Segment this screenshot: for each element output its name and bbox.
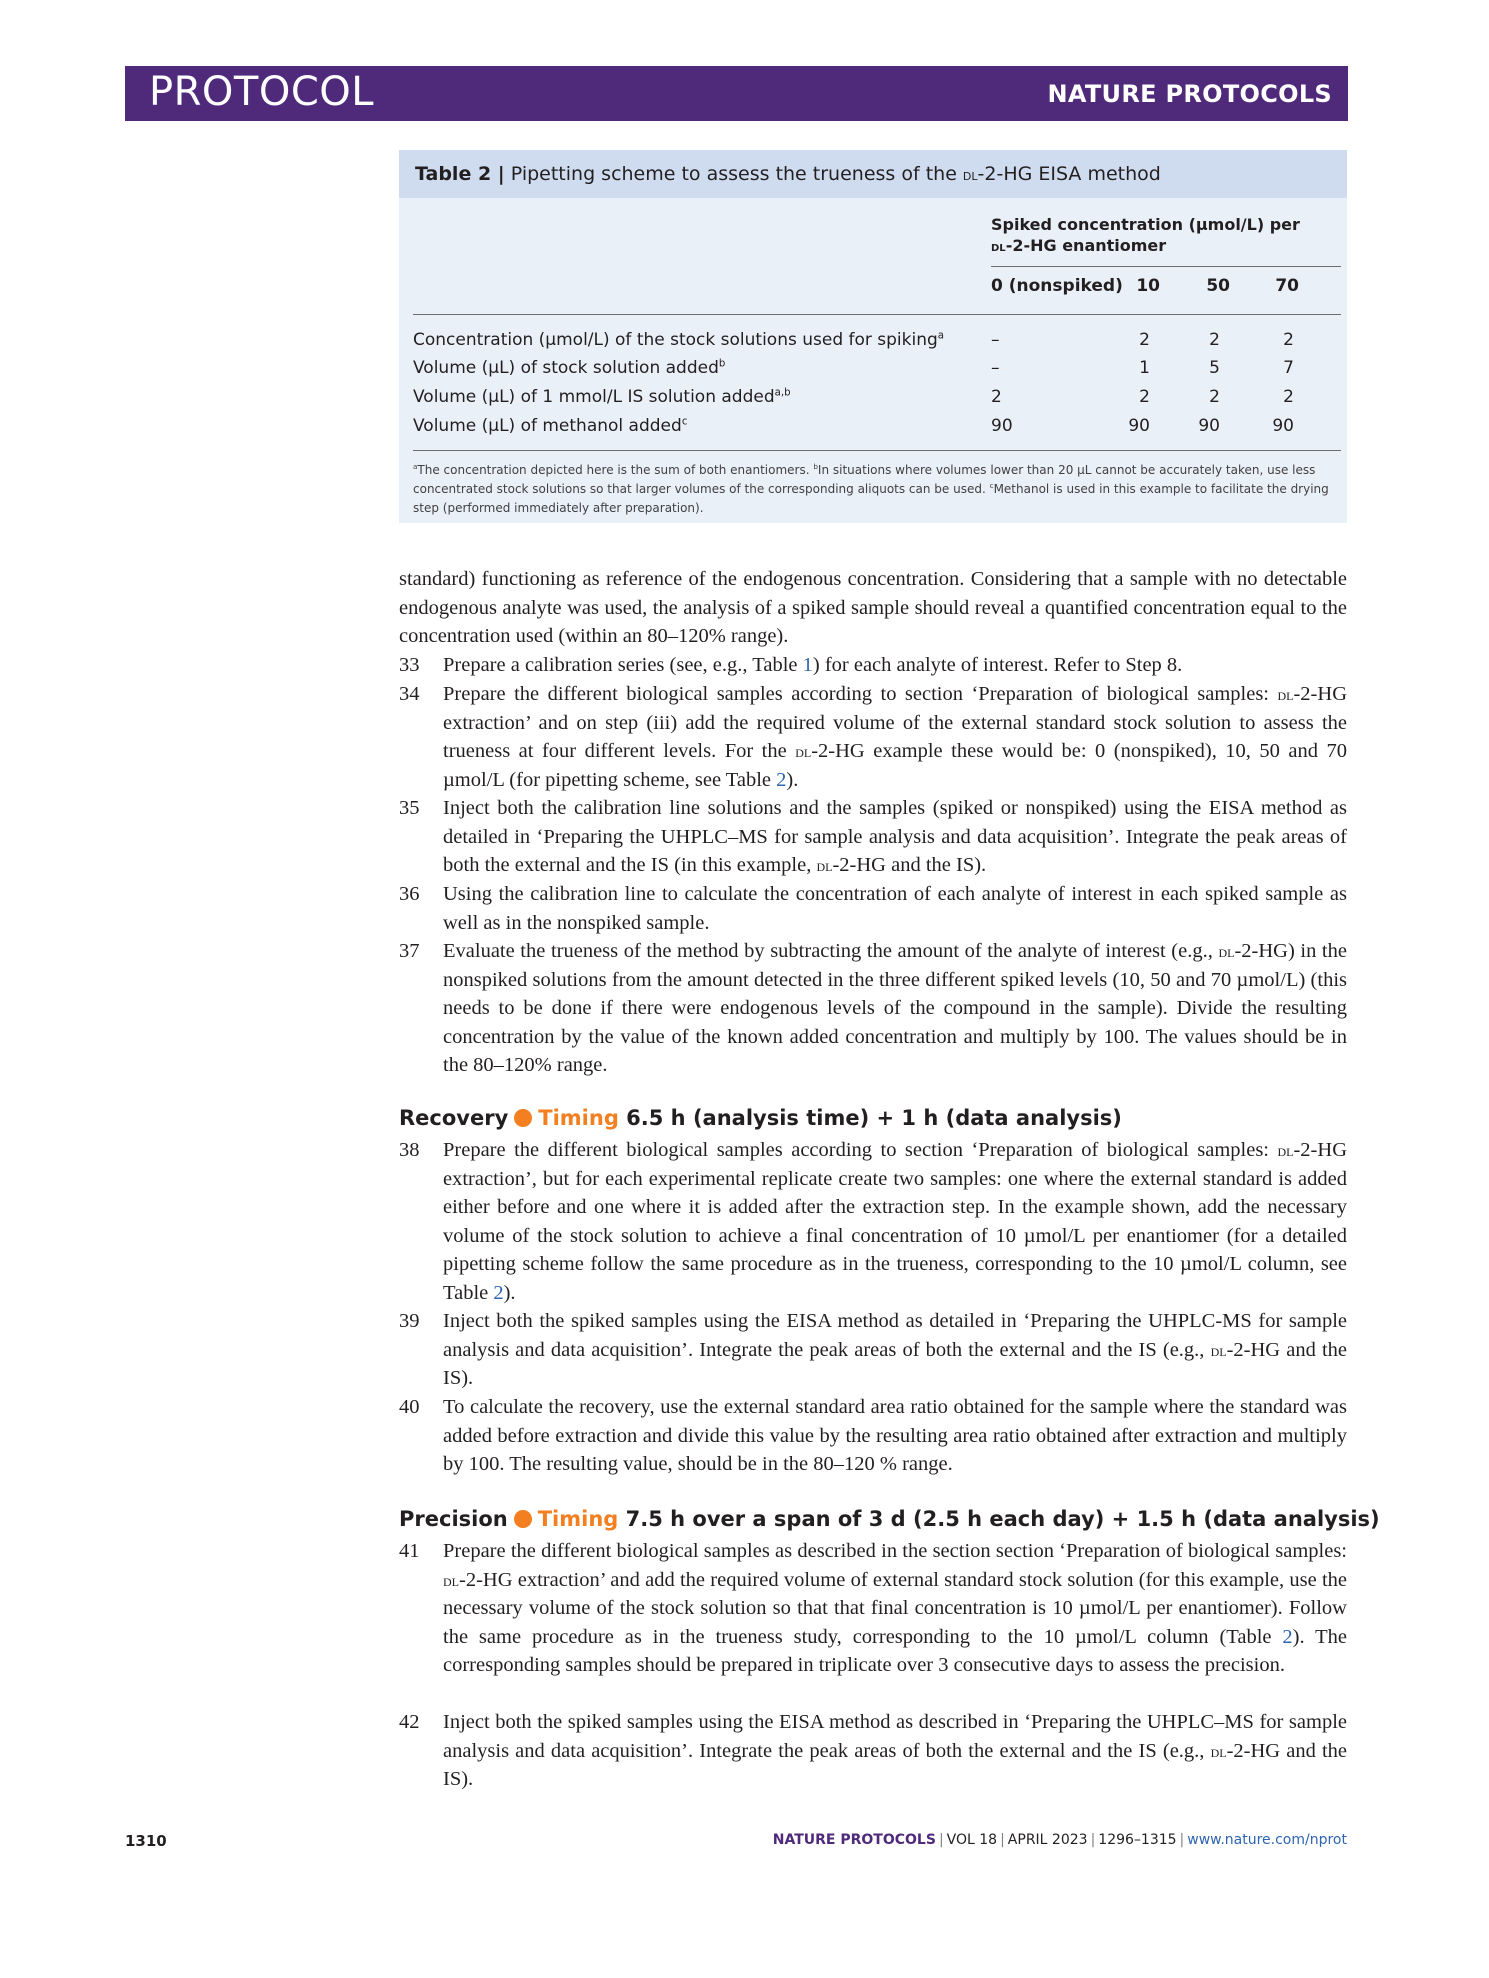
smallcaps: dl — [795, 741, 812, 762]
step-text-part: Prepare the different biological samples as described in the section section ‘Preparation of biological samples: — [443, 1540, 1347, 1562]
table-cell: 5 — [1209, 358, 1220, 378]
table-title-bar — [399, 150, 1347, 198]
step-text — [443, 937, 1347, 1080]
intro-paragraph: standard) functioning as reference of the endogenous concentration. Considering that a sample with no detectable endogenous analyte was used, the analysis of a spiked sample should reveal a quantified concentration equal to the concentration used (within an 80–120% range). — [399, 568, 1347, 648]
row-label — [413, 330, 944, 350]
table-ref-link[interactable]: 2 — [776, 768, 787, 791]
table-cell: 2 — [1209, 330, 1220, 350]
step-text-part: Inject both the calibration line solutions and the samples (spiked or nonspiked) using the EISA method as detailed in ‘Preparing the UHPLC–MS for sample analysis and data acquisition’. Integrate the peak areas of both the external and the IS (in this example, — [443, 797, 1347, 877]
row-sup: b — [718, 358, 726, 370]
step-text-part: ). — [786, 768, 799, 791]
spiked-header-line2 — [991, 235, 1341, 258]
step-text-part: Evaluate the trueness of the method by subtracting the amount of the analyte of interest (e.g., — [443, 940, 1219, 962]
smallcaps: dl — [1218, 941, 1235, 961]
step-text — [443, 651, 1347, 680]
timing-dot-icon — [514, 1510, 532, 1528]
step-number: 41 — [399, 1540, 420, 1562]
footnote-mark-b: b — [813, 462, 818, 471]
heading-title: Precision — [399, 1507, 508, 1531]
row-label — [413, 358, 725, 378]
step-text: To calculate the recovery, use the external standard area ratio obtained for the sample where the standard was added before extraction and divide this value by the resulting area ratio obtained after extraction and multiply by 100. The resulting value, should be in the 80–120 % range. — [443, 1396, 1347, 1476]
table-cell: 2 — [991, 387, 1002, 407]
header-banner — [125, 66, 1348, 121]
table-cell: 2 — [1139, 387, 1150, 407]
row-label-text: Concentration (µmol/L) of the stock solutions used for spiking — [413, 330, 938, 350]
footnote-c: Methanol is used in this example to facilitate the drying step (performed immediately after preparation). — [413, 482, 1329, 515]
smallcaps: dl — [1277, 1140, 1294, 1160]
table-cell: 2 — [1139, 330, 1150, 350]
smallcaps: dl — [1210, 1339, 1227, 1360]
step-text-part: Inject both the spiked samples using the EISA method as described in ‘Preparing the UHPLC–MS for sample analysis and data acquisition’. Integrate the peak areas of both the external and the IS (e.g., — [443, 1711, 1347, 1762]
journal-name: NATURE PROTOCOLS — [1047, 80, 1332, 108]
table-title-text-end: -2-HG EISA method — [977, 163, 1161, 185]
footnote-mark-c: c — [989, 481, 994, 490]
step-text-part: -2-HG) in the nonspiked solutions from the amount detected in the three different spiked levels (10, 50 and 70 µmol/L) (this needs to be done if there were endogenous levels of the compound in the sample). Divide the resulting concentration by the value of the known added concentration and multiply by 100. The values should be in the 80–120% range. — [443, 940, 1347, 1077]
footnote-mark-a: a — [413, 462, 418, 471]
smallcaps: dl — [1277, 684, 1294, 704]
step-number: 39 — [399, 1310, 420, 1332]
step-text-part: -2-HG extraction’ and add the required volume of external standard stock solution (for this example, use the necessary volume of the stock solution so that that final concentration is 10 µmol/L per enantiomer). Follow the same procedure as in the trueness study, corresponding to the 10 µmol/L column (Table — [443, 1568, 1347, 1648]
row-label — [413, 416, 687, 436]
body-bottom-rule — [413, 450, 1341, 451]
row-label-text: Volume (µL) of methanol added — [413, 416, 682, 436]
footer-volume: VOL 18 — [946, 1832, 998, 1848]
step-text-part: -2-HG extraction’ and on step (iii) add the required volume of the external standard stock solution to assess the trueness at four different levels. For the — [443, 683, 1347, 763]
row-label — [413, 387, 791, 407]
step-text-part: Prepare the different biological samples according to section ‘Preparation of biological samples: — [443, 1139, 1278, 1161]
spiked-concentration-header — [991, 214, 1341, 258]
timing-label: Timing — [538, 1106, 619, 1130]
step-number: 37 — [399, 940, 420, 962]
body-top-rule — [413, 314, 1341, 315]
footer-date: APRIL 2023 — [1007, 1832, 1088, 1848]
table-cell: 7 — [1283, 358, 1294, 378]
row-sup: a,b — [774, 387, 791, 399]
table-cell: 90 — [991, 416, 1013, 436]
footer-citation: NATURE PROTOCOLS | VOL 18 | APRIL 2023 | 1296–1315 | www.nature.com/nprot — [772, 1832, 1347, 1848]
row-label-text: Volume (µL) of stock solution added — [413, 358, 719, 378]
step-text-part: ) for each analyte of interest. Refer to Step 8. — [812, 654, 1183, 676]
table-cell: 1 — [1139, 358, 1150, 378]
row-sup: c — [681, 416, 688, 428]
table-title-smallcaps: dl — [962, 165, 978, 184]
step-text-part: Prepare a calibration series (see, e.g., Table — [443, 654, 803, 676]
step-text — [443, 1708, 1347, 1794]
step-text-part: -2-HG and the IS). — [443, 1739, 1348, 1791]
table-ref-link[interactable]: 2 — [1282, 1625, 1293, 1648]
table-cell: 90 — [1128, 416, 1150, 436]
table-cell: 90 — [1198, 416, 1220, 436]
page-number: 1310 — [125, 1832, 167, 1850]
step-text — [443, 1307, 1347, 1393]
recovery-heading — [399, 1106, 1122, 1130]
table-cell: – — [991, 330, 1000, 350]
table-footnote — [413, 461, 1338, 518]
table-ref-link[interactable]: 2 — [493, 1281, 504, 1304]
table-cell: 2 — [1283, 330, 1294, 350]
step-text-part: -2-HG and the IS). — [832, 854, 987, 877]
table-cell: 90 — [1272, 416, 1294, 436]
spiked-header-line1: Spiked concentration (µmol/L) per — [991, 215, 1300, 234]
smallcaps: dl — [443, 1569, 459, 1590]
spiked-header-rest: -2-HG enantiomer — [1005, 236, 1167, 255]
heading-title: Recovery — [399, 1106, 509, 1130]
col-head-70: 70 — [1275, 276, 1299, 296]
table-cell: 2 — [1209, 387, 1220, 407]
footer-pages: 1296–1315 — [1098, 1832, 1177, 1848]
col-head-10: 10 — [1136, 276, 1160, 296]
row-label-text: Volume (µL) of 1 mmol/L IS solution added — [413, 387, 775, 407]
spiked-header-smallcaps: dl — [991, 239, 1006, 255]
timing-dot-icon — [514, 1109, 532, 1127]
step-text-part: -2-HG example these would be: 0 (nonspiked), 10, 50 and 70 µmol/L (for pipetting scheme, see Table — [443, 740, 1347, 791]
smallcaps: dl — [816, 855, 833, 876]
step-number: 38 — [399, 1139, 420, 1161]
table-cell: – — [991, 358, 1000, 378]
timing-label: Timing — [537, 1507, 619, 1531]
step-number: 35 — [399, 797, 420, 819]
step-text-part: -2-HG extraction’, but for each experimental replicate create two samples: one where the external standard is added either before and one where it is added after the extraction step. In the example shown, add the necessary volume of the stock solution to achieve a final concentration of 10 µmol/L per enantiomer (for a detailed pipetting scheme follow the same procedure as in the trueness, corresponding to the 10 µmol/L column, see Table — [443, 1139, 1347, 1304]
row-sup: a — [937, 330, 945, 342]
step-number: 40 — [399, 1396, 420, 1418]
col-head-0: 0 (nonspiked) — [991, 276, 1123, 296]
footer-url-link[interactable]: www.nature.com/nprot — [1187, 1832, 1347, 1848]
step-number: 36 — [399, 883, 420, 905]
timing-value: 6.5 h (analysis time) + 1 h (data analysis) — [626, 1106, 1122, 1130]
header-rule — [991, 266, 1341, 267]
table-title — [415, 163, 1161, 185]
step-text: Using the calibration line to calculate the concentration of each analyte of interest in each spiked sample as well as in the nonspiked sample. — [443, 883, 1347, 934]
step-number: 33 — [399, 654, 420, 676]
smallcaps: dl — [1210, 1740, 1227, 1761]
footnote-b: In situations where volumes lower than 20 µL cannot be accurately taken, use less concentrated stock solutions so that larger volumes of the corresponding aliquots can be used. — [413, 463, 1316, 496]
step-text-part: -2-HG and the IS). — [443, 1338, 1348, 1390]
step-text — [443, 1537, 1347, 1680]
step-text — [443, 1136, 1347, 1308]
table-cell: 2 — [1283, 387, 1294, 407]
timing-value: 7.5 h over a span of 3 d (2.5 h each day) + 1.5 h (data analysis) — [625, 1507, 1380, 1531]
section-label: PROTOCOL — [149, 69, 375, 115]
footer-journal: NATURE PROTOCOLS — [772, 1832, 936, 1848]
step-text — [443, 680, 1347, 794]
precision-heading — [399, 1507, 1380, 1531]
step-number: 34 — [399, 683, 420, 705]
col-head-50: 50 — [1206, 276, 1230, 296]
table-ref-link[interactable]: 1 — [802, 654, 813, 676]
table-2 — [399, 150, 1347, 523]
table-title-text: Pipetting scheme to assess the trueness of the — [510, 163, 963, 185]
step-text-part: Inject both the spiked samples using the EISA method as detailed in ‘Preparing the UHPLC-MS for sample analysis and data acquisition’. Integrate the peak areas of both the external and the IS (e.g., — [443, 1310, 1347, 1361]
step-number: 42 — [399, 1711, 420, 1733]
step-text-part: Prepare the different biological samples according to section ‘Preparation of biological samples: — [443, 683, 1278, 705]
step-text-part: ). The corresponding samples should be prepared in triplicate over 3 consecutive days to assess the precision. — [443, 1625, 1347, 1677]
footnote-a: The concentration depicted here is the sum of both enantiomers. — [417, 463, 814, 477]
step-text-part: ). — [503, 1281, 516, 1304]
step-text — [443, 794, 1347, 880]
table-number: Table 2 | — [415, 163, 505, 185]
